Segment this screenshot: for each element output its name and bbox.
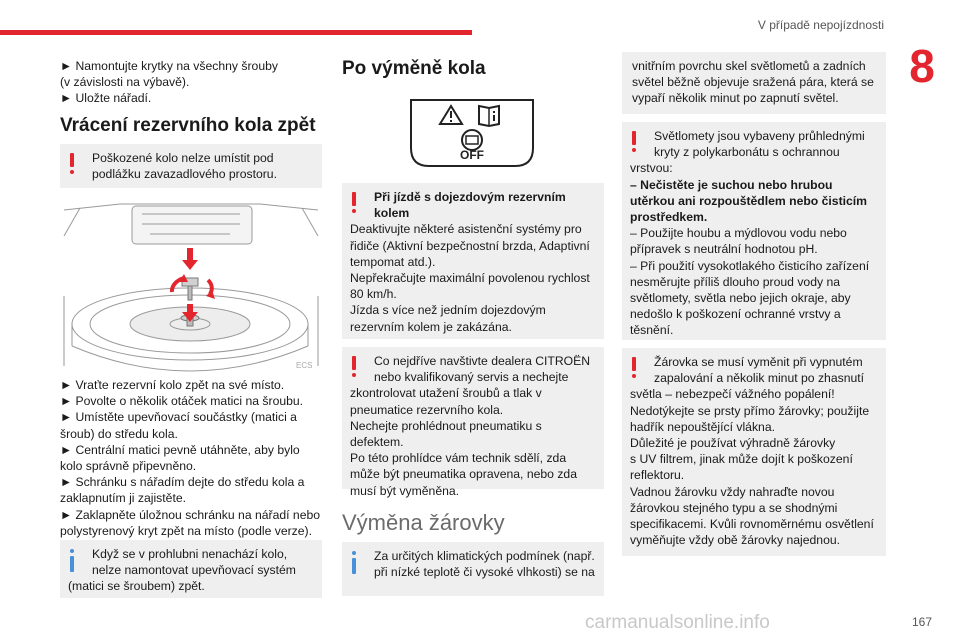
page-number: 167 <box>911 615 932 629</box>
refit-steps <box>60 377 322 539</box>
text-line: tempomat atd.). <box>350 254 436 269</box>
header-accent-line <box>0 30 472 35</box>
text-line: vyměňujte vždy obě žárovky najednou. <box>630 533 841 548</box>
text-line: světel běžně objevuje sražená pára, která se <box>632 75 874 90</box>
text-line: vypaří několik minut po zapnutí světel. <box>632 91 839 106</box>
info-icon <box>69 549 75 571</box>
step-line: zaklapnutím ji zajistěte. <box>60 491 186 506</box>
text-line: Žárovka se musí vyměnit při vypnutém <box>654 355 863 369</box>
text-line: při nízké teplotě či vysoké vlhkosti) se na <box>374 565 595 580</box>
info-box <box>60 540 322 598</box>
text-line: (v závislosti na výbavě). <box>60 75 190 90</box>
warning-exclamation-icon <box>351 192 357 214</box>
text-line: řidiče (Aktivní bezpečnostní brzda, Adaptivní <box>350 238 590 253</box>
text-line: vnitřním povrchu skel světlometů a zadních <box>632 59 866 73</box>
warning-exclamation-icon <box>351 356 357 378</box>
text-line: pneumatice rezervního kola. <box>350 402 504 417</box>
intro-steps <box>60 58 322 107</box>
text-line: prostředkem. <box>630 210 708 225</box>
step-line: polystyrenový kryt zpět na místo (podle verze). <box>60 523 312 538</box>
text-line: žárovkou stejného typu a se shodnými <box>630 500 838 515</box>
text-line: nedošlo k poškození ochranné vrstvy a <box>630 307 841 322</box>
section-heading-3: Výměna žárovky <box>342 510 505 535</box>
text-line: utěrkou ani rozpouštědlem nebo čisticím <box>630 193 868 208</box>
text-line: – Nečistěte je suchou nebo hrubou <box>630 177 833 192</box>
text-line: světla – nebezpečí vážného popálení! <box>630 387 835 402</box>
off-button-panel <box>409 98 535 168</box>
step-line: ► Centrální matici pevně utáhněte, aby bylo <box>60 442 300 457</box>
step-line: ► Schránku s nářadím dejte do středu kola a <box>60 475 305 490</box>
text-line: nelze namontovat upevňovací systém <box>92 563 296 578</box>
text-line: specifikacemi. Kvůli rovnoměrnému osvětlení <box>630 517 874 532</box>
text-line: s UV filtrem, jinak může dojít k poškození <box>630 452 853 467</box>
step-line: ► Vraťte rezervní kolo zpět na své místo. <box>60 378 285 392</box>
section-heading: Vrácení rezervního kola zpět <box>60 115 316 136</box>
text-line: Nechejte prohlédnout pneumatiku s defektem. <box>350 418 542 450</box>
text-line: těsnění. <box>630 323 674 338</box>
text-line: Jízda s více než jedním dojezdovým <box>350 303 546 318</box>
text-line: Co nejdříve navštivte dealera CITROËN <box>374 354 591 368</box>
section-heading-2: Po výměně kola <box>342 58 486 79</box>
text-line: hadřík nepouštějící vlákna. <box>630 419 775 434</box>
text-line: může být pneumatika opravena, nebo zda <box>350 467 577 482</box>
text-line: Světlomety jsou vybaveny průhlednými <box>654 129 865 143</box>
warning-box <box>622 348 886 556</box>
off-label: OFF <box>460 148 484 162</box>
text-line: – Při použití vysokotlakého čisticího zařízení <box>630 258 870 273</box>
text-line: kryty z polykarbonátu s ochrannou <box>654 145 840 160</box>
text-line: Nepřekračujte maximální povolenou rychlost <box>350 271 590 286</box>
text-line: reflektoru. <box>630 468 685 483</box>
text-line: Při jízdě s dojezdovým rezervním <box>374 190 566 204</box>
step-line: kolo správně připevněno. <box>60 459 197 474</box>
text-line: přípravek s neutrální hodnotou pH. <box>630 242 818 257</box>
text-line: ► Namontujte krytky na všechny šrouby <box>60 59 278 73</box>
page-header <box>0 0 960 44</box>
warning-exclamation-icon <box>69 153 75 175</box>
text-line: Poškozené kolo nelze umístit pod <box>92 151 274 165</box>
warning-exclamation-icon <box>631 131 637 153</box>
info-box-continued <box>622 52 886 114</box>
step-line: šroub) do středu kola. <box>60 426 178 441</box>
text-line: světlomety, světla nebo jejich okraje, aby <box>630 291 851 306</box>
info-box <box>342 542 604 596</box>
text-line: kolem <box>374 206 410 221</box>
text-line: rezervním kolem je zakázána. <box>350 319 512 334</box>
warning-box <box>622 122 886 340</box>
text-line: Deaktivujte některé asistenční systémy pro <box>350 222 582 237</box>
warning-box <box>342 183 604 339</box>
watermark: carmanualsonline.info <box>585 612 770 633</box>
text-line: musí být vyměněna. <box>350 483 460 498</box>
info-icon <box>351 551 357 573</box>
step-line: ► Povolte o několik otáček matici na šroubu. <box>60 394 304 409</box>
text-line: zapalování a několik minut po zhasnutí <box>654 371 865 386</box>
text-line: ► Uložte nářadí. <box>60 91 152 106</box>
text-line: Když se v prohlubni nenachází kolo, <box>92 547 288 561</box>
step-line: ► Zaklapněte úložnou schránku na nářadí nebo <box>60 507 321 522</box>
chapter-number: 8 <box>909 40 935 92</box>
text-line: vrstvou: <box>630 161 673 176</box>
text-line: Důležité je používat výhradně žárovky <box>630 436 836 451</box>
text-line: zkontrolovat utažení šroubů a tlak v <box>350 386 542 401</box>
text-line: nesměrujte příliš dlouho proud vody na <box>630 274 841 289</box>
text-line: 80 km/h. <box>350 287 397 302</box>
text-line: Nedotýkejte se prsty přímo žárovky; použijte <box>630 403 870 418</box>
text-line: – Použijte houbu a mýdlovou vodu nebo <box>630 226 847 241</box>
text-line: Vadnou žárovku vždy nahraďte novou <box>630 484 835 499</box>
text-line: (matici se šroubem) zpět. <box>68 579 205 594</box>
warning-box <box>342 347 604 498</box>
warning-box <box>60 144 322 188</box>
text-line: Za určitých klimatických podmínek (např. <box>374 549 595 563</box>
section-title: V případě nepojízdnosti <box>757 18 884 32</box>
text-line: nebo kvalifikovaný servis a nechejte <box>374 370 569 385</box>
text-line: podlážku zavazadlového prostoru. <box>92 167 277 182</box>
spare-wheel-drawing <box>60 196 322 372</box>
svg-text:ECS: ECS <box>296 361 313 370</box>
step-line: ► Umístěte upevňovací součástky (matici a <box>60 410 297 425</box>
text-line: Po této prohlídce vám technik sdělí, zda <box>350 451 567 466</box>
spare-wheel-illustration <box>60 196 322 372</box>
warning-exclamation-icon <box>631 357 637 379</box>
